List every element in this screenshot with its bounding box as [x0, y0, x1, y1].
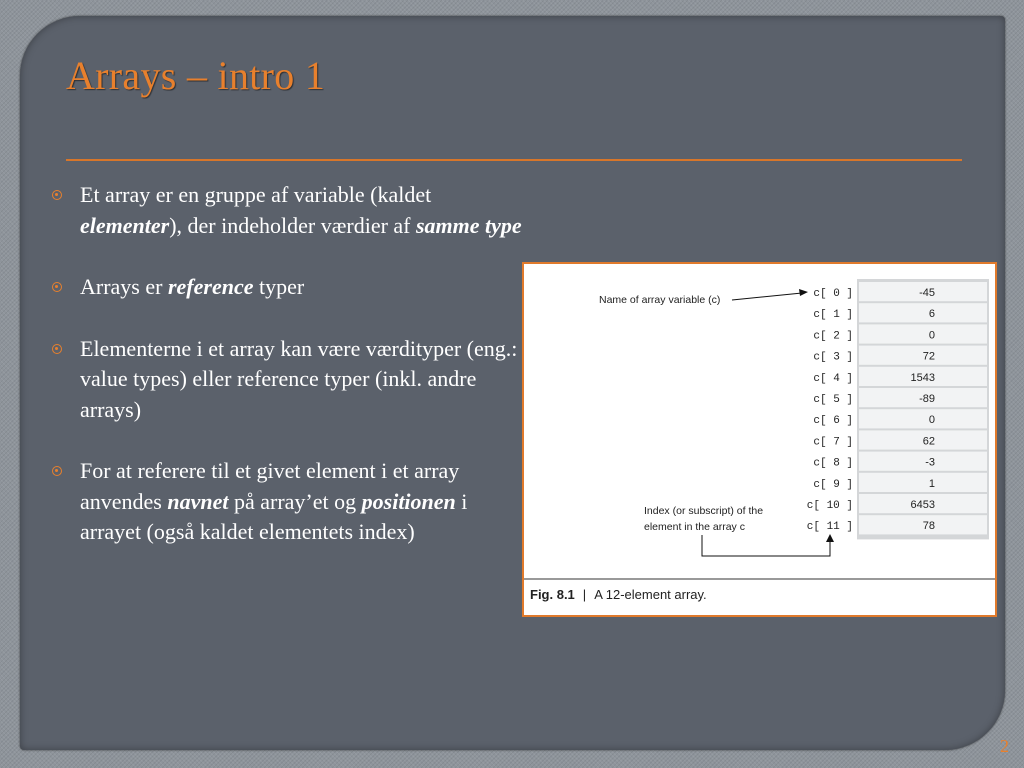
array-index-label: c[ 2 ]	[813, 330, 853, 343]
bullet-circle-icon	[52, 466, 62, 476]
array-index-label: c[ 3 ]	[813, 351, 853, 364]
bullet-text: Elementerne i et array kan være værdityper (eng.: value types) eller reference typer (inkl. andre arrays)	[80, 335, 518, 422]
title-divider	[66, 159, 962, 161]
bullet-text: ), der indeholder værdier af	[169, 212, 416, 238]
bullet-item	[52, 456, 532, 548]
array-cell	[859, 409, 987, 428]
name-arrow-head	[799, 289, 808, 296]
bullet-list	[52, 180, 532, 579]
array-cell	[859, 473, 987, 492]
bullet-text: på array’et og	[228, 488, 362, 514]
bullet-circle-icon	[52, 282, 62, 292]
array-diagram	[524, 264, 995, 615]
array-index-label: c[ 8 ]	[813, 457, 853, 470]
array-cell-value: 6	[928, 308, 935, 321]
bullet-text: For at referere til et givet element i et array anvendes	[80, 458, 460, 514]
array-cell-value: 62	[922, 435, 935, 448]
array-cell-value: 1543	[910, 371, 935, 384]
bullet-text: Arrays er	[80, 274, 168, 299]
index-label-line1: Index (or subscript) of the	[644, 505, 764, 517]
caption-separator: |	[582, 587, 587, 602]
array-cell	[859, 324, 987, 343]
bullet-item	[52, 272, 532, 303]
array-index-label: c[ 10 ]	[806, 500, 853, 512]
slide-title: Arrays – intro 1	[66, 53, 326, 98]
bullet-circle-icon	[52, 190, 62, 200]
caption-text: A 12-element array.	[594, 587, 707, 602]
bullet-text: Et array er en gruppe af variable (kaldet	[80, 182, 432, 207]
emphasis-text: navnet	[167, 488, 229, 514]
bullet-circle-icon	[52, 344, 62, 354]
array-cell-value: -89	[919, 393, 935, 405]
index-connector-line	[702, 535, 830, 556]
array-cell	[859, 452, 987, 471]
array-index-label: c[ 6 ]	[813, 415, 853, 428]
array-cell-value: 72	[922, 350, 935, 363]
figure-caption	[530, 587, 707, 602]
array-index-label: c[ 9 ]	[813, 478, 853, 491]
index-label-line2: element in the array c	[644, 521, 745, 533]
array-cell-value: 0	[928, 329, 935, 342]
array-cell-value: 78	[922, 520, 935, 533]
array-cell	[859, 303, 987, 322]
emphasis-text: elementer	[80, 212, 170, 238]
array-cell-value: -45	[919, 287, 935, 299]
array-cell-value: -3	[925, 456, 935, 469]
caption-label: Fig. 8.1	[530, 587, 575, 602]
index-arrow-head	[826, 534, 834, 542]
array-index-label: c[ 0 ]	[813, 288, 853, 300]
array-index-label: c[ 1 ]	[813, 309, 853, 322]
array-cell-value: 6453	[910, 499, 935, 511]
name-arrow-line	[732, 293, 802, 300]
bullet-text: typer	[253, 274, 305, 299]
bullet-text: i arrayet (også kaldet elementets index)	[80, 488, 468, 544]
bullet-item	[52, 334, 532, 426]
bullet-item	[52, 180, 532, 241]
array-figure	[522, 262, 997, 617]
emphasis-text: samme type	[416, 212, 522, 238]
emphasis-text: reference	[167, 274, 254, 299]
array-index-label: c[ 5 ]	[813, 394, 853, 406]
array-index-label: c[ 11 ]	[806, 521, 853, 534]
array-index-label: c[ 7 ]	[813, 436, 853, 449]
array-index-label: c[ 4 ]	[813, 372, 853, 385]
name-label: Name of array variable (c)	[599, 294, 721, 306]
emphasis-text: positionen	[361, 488, 456, 514]
array-cell-value: 0	[928, 414, 935, 427]
page-number: 2	[1000, 736, 1009, 756]
array-cell-value: 1	[928, 477, 935, 490]
